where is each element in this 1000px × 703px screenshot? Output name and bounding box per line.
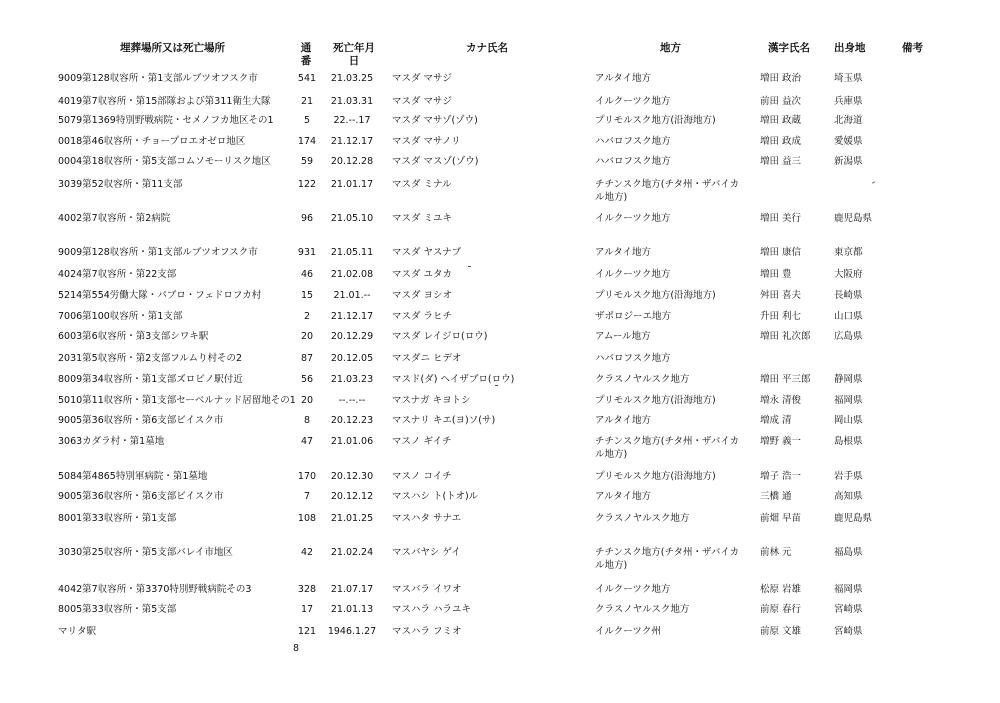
row-kana-name: マスノ ギイチ: [392, 436, 452, 447]
row-death-date: --.--.--: [338, 395, 366, 406]
row-place: 4042第7収容所・第3370特別野戦病院その3: [58, 584, 252, 595]
row-kana-name: マスダ ミナル: [392, 179, 452, 190]
row-place: 5010第11収容所・第1支部セーベルナッド居留地その1: [58, 395, 296, 406]
row-kanji-name: 三橋 通: [760, 491, 792, 502]
row-region: プリモルスク地方(沿海地方): [595, 290, 716, 301]
row-place: 5214第554労働大隊・パブロ・フェドロフカ村: [58, 290, 262, 301]
row-place: 4024第7収容所・第22支部: [58, 269, 177, 280]
row-number: 328: [297, 584, 317, 595]
row-kanji-name: 増田 政蔵: [760, 115, 802, 126]
row-death-date: 21.01.17: [330, 179, 374, 190]
row-death-date: 21.03.31: [330, 96, 374, 107]
row-number: 17: [300, 604, 314, 615]
row-death-date: 21.01.13: [330, 604, 374, 615]
row-kanji-name: 前林 元: [760, 547, 792, 558]
row-kanji-name: 増成 清: [760, 415, 792, 426]
header-place: 埋葬場所又は死亡場所: [120, 42, 225, 54]
row-place: 5079第1369特別野戦病院・セメノフカ地区その1: [58, 115, 274, 126]
row-kana-name: マスノ コイチ: [392, 471, 452, 482]
row-kanji-name: 升田 利七: [760, 311, 802, 322]
row-number: 56: [300, 374, 314, 385]
row-region: プリモルスク地方(沿海地方): [595, 471, 716, 482]
row-origin: 鹿児島県: [834, 213, 873, 224]
row-place: 9009第128収容所・第1支部ルブツオフスク市: [58, 247, 258, 258]
row-place: 9009第128収容所・第1支部ルブツオフスク市: [58, 73, 258, 84]
row-number: 5: [303, 115, 311, 126]
row-place: 5084第4865特別軍病院・第1墓地: [58, 471, 208, 482]
row-death-date: 21.02.08: [330, 269, 374, 280]
row-kana-name: マスダ ユタカ: [392, 269, 453, 280]
row-origin: 東京都: [834, 247, 863, 258]
row-origin: 宮崎県: [834, 626, 863, 637]
row-place: 0004第18収容所・第5支部コムソモーリスク地区: [58, 156, 271, 167]
row-place: 4002第7収容所・第2病院: [58, 213, 171, 224]
row-origin: 愛媛県: [834, 136, 863, 147]
row-kana-name: マスダ ミユキ: [392, 213, 453, 224]
header-region: 地方: [660, 42, 681, 54]
row-number: 931: [297, 247, 317, 258]
row-death-date: 21.07.17: [330, 584, 374, 595]
row-number: 47: [300, 436, 314, 447]
row-place: 3039第52収容所・第11支部: [58, 179, 183, 190]
row-place: 8005第33収容所・第5支部: [58, 604, 177, 615]
row-kana-name: マスダ マサジ: [392, 73, 452, 84]
row-death-date: 20.12.12: [330, 491, 374, 502]
row-place: マリタ駅: [58, 626, 97, 637]
row-number: 46: [300, 269, 314, 280]
row-death-date: 20.12.28: [330, 156, 374, 167]
row-kana-name: マスナガ キヨトシ: [392, 395, 471, 406]
row-region: プリモルスク地方(沿海地方): [595, 395, 716, 406]
row-kanji-name: 増田 礼次郎: [760, 331, 811, 342]
row-region: アルタイ地方: [595, 491, 652, 502]
row-kana-name: マスダ ヤスナブ: [392, 247, 462, 258]
row-origin: 岩手県: [834, 471, 863, 482]
row-place: 3030第25収容所・第5支部バレイ市地区: [58, 547, 233, 558]
row-place: 3063カダラ村・第1墓地: [58, 436, 165, 447]
row-number: 59: [300, 156, 314, 167]
row-kanji-name: 増子 浩一: [760, 471, 802, 482]
row-region: ハバロフスク地方: [595, 156, 671, 167]
row-kana-name: マスハタ サナエ: [392, 513, 462, 524]
row-number: 21: [300, 96, 314, 107]
header-date: [326, 42, 382, 68]
row-region: ザポロジーエ地方: [595, 311, 672, 322]
row-region: ハバロフスク地方: [595, 353, 671, 364]
row-kana-name: マスハラ ハラユキ: [392, 604, 472, 615]
row-place: 9005第36収容所・第6支部ビイスク市: [58, 415, 224, 426]
row-number: 108: [297, 513, 317, 524]
row-kana-name: マスダニ ヒデオ: [392, 353, 462, 364]
row-kanji-name: 増田 豊: [760, 269, 792, 280]
row-number: 7: [303, 491, 311, 502]
row-origin: 岡山県: [834, 415, 863, 426]
row-place: 7006第100収容所・第1支部: [58, 311, 183, 322]
row-place: 0018第46収容所・チョープロエオゼロ地区: [58, 136, 246, 147]
row-kanji-name: 前原 春行: [760, 604, 802, 615]
row-origin: 埼玉県: [834, 73, 863, 84]
row-place: 6003第6収容所・第3支部シワキ駅: [58, 331, 209, 342]
row-number: 20: [300, 331, 314, 342]
row-kana-name: マスナリ キエ(ヨ)ソ(サ): [392, 415, 496, 426]
row-origin: 大阪府: [834, 269, 863, 280]
row-kana-name: マスバラ イワオ: [392, 584, 462, 595]
row-death-date: 20.12.23: [330, 415, 374, 426]
row-number: 15: [300, 290, 314, 301]
row-number: 121: [297, 626, 317, 637]
header-kana: カナ氏名: [466, 42, 508, 54]
row-origin: 福岡県: [834, 395, 863, 406]
header-remarks: 備考: [902, 42, 923, 54]
row-region: プリモルスク地方(沿海地方): [595, 115, 716, 126]
row-kanji-name: 前畑 早苗: [760, 513, 802, 524]
header-kanji: 漢字氏名: [768, 42, 810, 54]
scan-speck: [495, 385, 498, 386]
row-death-date: 21.03.25: [330, 73, 374, 84]
row-origin: 静岡県: [834, 374, 863, 385]
row-origin: 広島県: [834, 331, 863, 342]
row-kanji-name: 増永 清俊: [760, 395, 802, 406]
row-death-date: 21.01.06: [330, 436, 374, 447]
row-kana-name: マスダ ラヒチ: [392, 311, 453, 322]
row-origin: 山口県: [834, 311, 863, 322]
row-number: 541: [297, 73, 317, 84]
row-region: イルクーツク地方: [595, 213, 671, 224]
row-death-date: 21.12.17: [330, 311, 374, 322]
row-region: クラスノヤルスク地方: [595, 513, 690, 524]
row-origin: 兵庫県: [834, 96, 863, 107]
row-number: 96: [300, 213, 314, 224]
row-number: 87: [300, 353, 314, 364]
row-region: クラスノヤルスク地方: [595, 604, 690, 615]
row-kana-name: マスハシ ト(トオ)ル: [392, 491, 479, 502]
row-kana-name: マスダ マサノリ: [392, 136, 461, 147]
scan-speck: [468, 266, 471, 267]
row-region: チチンスク地方(チタ州・ザバイカル地方): [595, 436, 740, 460]
header-date-line-1: 死亡年月: [333, 42, 375, 54]
row-region: イルクーツク地方: [595, 96, 671, 107]
row-place: 2031第5収容所・第2支部フルムり村その2: [58, 353, 243, 364]
row-kanji-name: 増田 康信: [760, 247, 802, 258]
row-region: ハバロフスク地方: [595, 136, 671, 147]
row-kanji-name: 松原 岩雄: [760, 584, 802, 595]
row-kana-name: マスド(ダ) ヘイザブロ(ロウ): [392, 374, 515, 385]
row-region: イルクーツク州: [595, 626, 661, 637]
row-region: イルクーツク地方: [595, 269, 671, 280]
row-kana-name: マスバヤシ ゲイ: [392, 547, 461, 558]
row-region: チチンスク地方(チタ州・ザバイカル地方): [595, 179, 740, 203]
row-death-date: 21.02.24: [330, 547, 374, 558]
row-kanji-name: 増野 義一: [760, 436, 802, 447]
row-death-date: 21.05.10: [330, 213, 374, 224]
row-origin: 高知県: [834, 491, 863, 502]
row-death-date: 21.05.11: [330, 247, 374, 258]
row-death-date: 21.12.17: [330, 136, 374, 147]
row-kanji-name: 増田 益三: [760, 156, 802, 167]
row-death-date: 21.03.23: [330, 374, 374, 385]
row-origin: 福島県: [834, 547, 863, 558]
row-number: 174: [297, 136, 317, 147]
row-region: チチンスク地方(チタ州・ザバイカル地方): [595, 547, 740, 571]
row-region: イルクーツク地方: [595, 584, 671, 595]
row-region: アムール地方: [595, 331, 651, 342]
row-number: 2: [303, 311, 311, 322]
row-origin: 北海道: [834, 115, 863, 126]
row-place: 8009第34収容所・第1支部ズロビノ駅付近: [58, 374, 243, 385]
row-kanji-name: 増田 政成: [760, 136, 802, 147]
scan-speck: [872, 181, 875, 183]
row-region: クラスノヤルスク地方: [595, 374, 690, 385]
row-region: アルタイ地方: [595, 415, 652, 426]
row-number: 122: [297, 179, 317, 190]
row-kanji-name: 前田 益次: [760, 96, 802, 107]
row-number: 170: [297, 471, 317, 482]
row-origin: 島根県: [834, 436, 863, 447]
row-kanji-name: 増田 政治: [760, 73, 802, 84]
row-death-date: 20.12.30: [330, 471, 374, 482]
row-kanji-name: 舛田 喜夫: [760, 290, 802, 301]
row-kanji-name: 増田 平三郎: [760, 374, 811, 385]
header-number: [296, 42, 316, 68]
row-number: 20: [300, 395, 314, 406]
row-place: 9005第36収容所・第6支部ビイスク市: [58, 491, 224, 502]
header-number-line-1: 通: [300, 42, 312, 54]
row-kana-name: マスダ マサジ: [392, 96, 452, 107]
row-origin: 福岡県: [834, 584, 863, 595]
row-kana-name: マスダ マスゾ(ゾウ): [392, 156, 479, 167]
row-death-date: 22.--.17: [333, 115, 371, 126]
row-death-date: 20.12.05: [330, 353, 374, 364]
row-place: 4019第7収容所・第15部隊および第311衛生大隊: [58, 96, 271, 107]
row-region: アルタイ地方: [595, 247, 652, 258]
row-region: アルタイ地方: [595, 73, 652, 84]
row-death-date: 21.01.--: [333, 290, 371, 301]
row-kanji-name: 増田 美行: [760, 213, 802, 224]
row-kana-name: マスダ レイジロ(ロウ): [392, 331, 488, 342]
row-kana-name: マスハラ フミオ: [392, 626, 462, 637]
row-origin: 鹿児島県: [834, 513, 873, 524]
row-kanji-name: 前原 文雄: [760, 626, 802, 637]
row-death-date: 1946.1.27: [327, 626, 377, 637]
row-origin: 宮崎県: [834, 604, 863, 615]
row-death-date: 21.01.25: [330, 513, 374, 524]
row-origin: 新潟県: [834, 156, 863, 167]
row-origin: 長崎県: [834, 290, 863, 301]
header-date-line-2: 日: [348, 55, 360, 67]
row-number: 42: [300, 547, 314, 558]
row-death-date: 20.12.29: [330, 331, 374, 342]
page-number: 8: [292, 643, 300, 654]
row-kana-name: マスダ ヨシオ: [392, 290, 453, 301]
row-number: 8: [303, 415, 311, 426]
header-number-line-2: 番: [300, 55, 312, 67]
header-origin: 出身地: [834, 42, 866, 54]
row-place: 8001第33収容所・第1支部: [58, 513, 177, 524]
row-kana-name: マスダ マサゾ(ゾウ): [392, 115, 478, 126]
